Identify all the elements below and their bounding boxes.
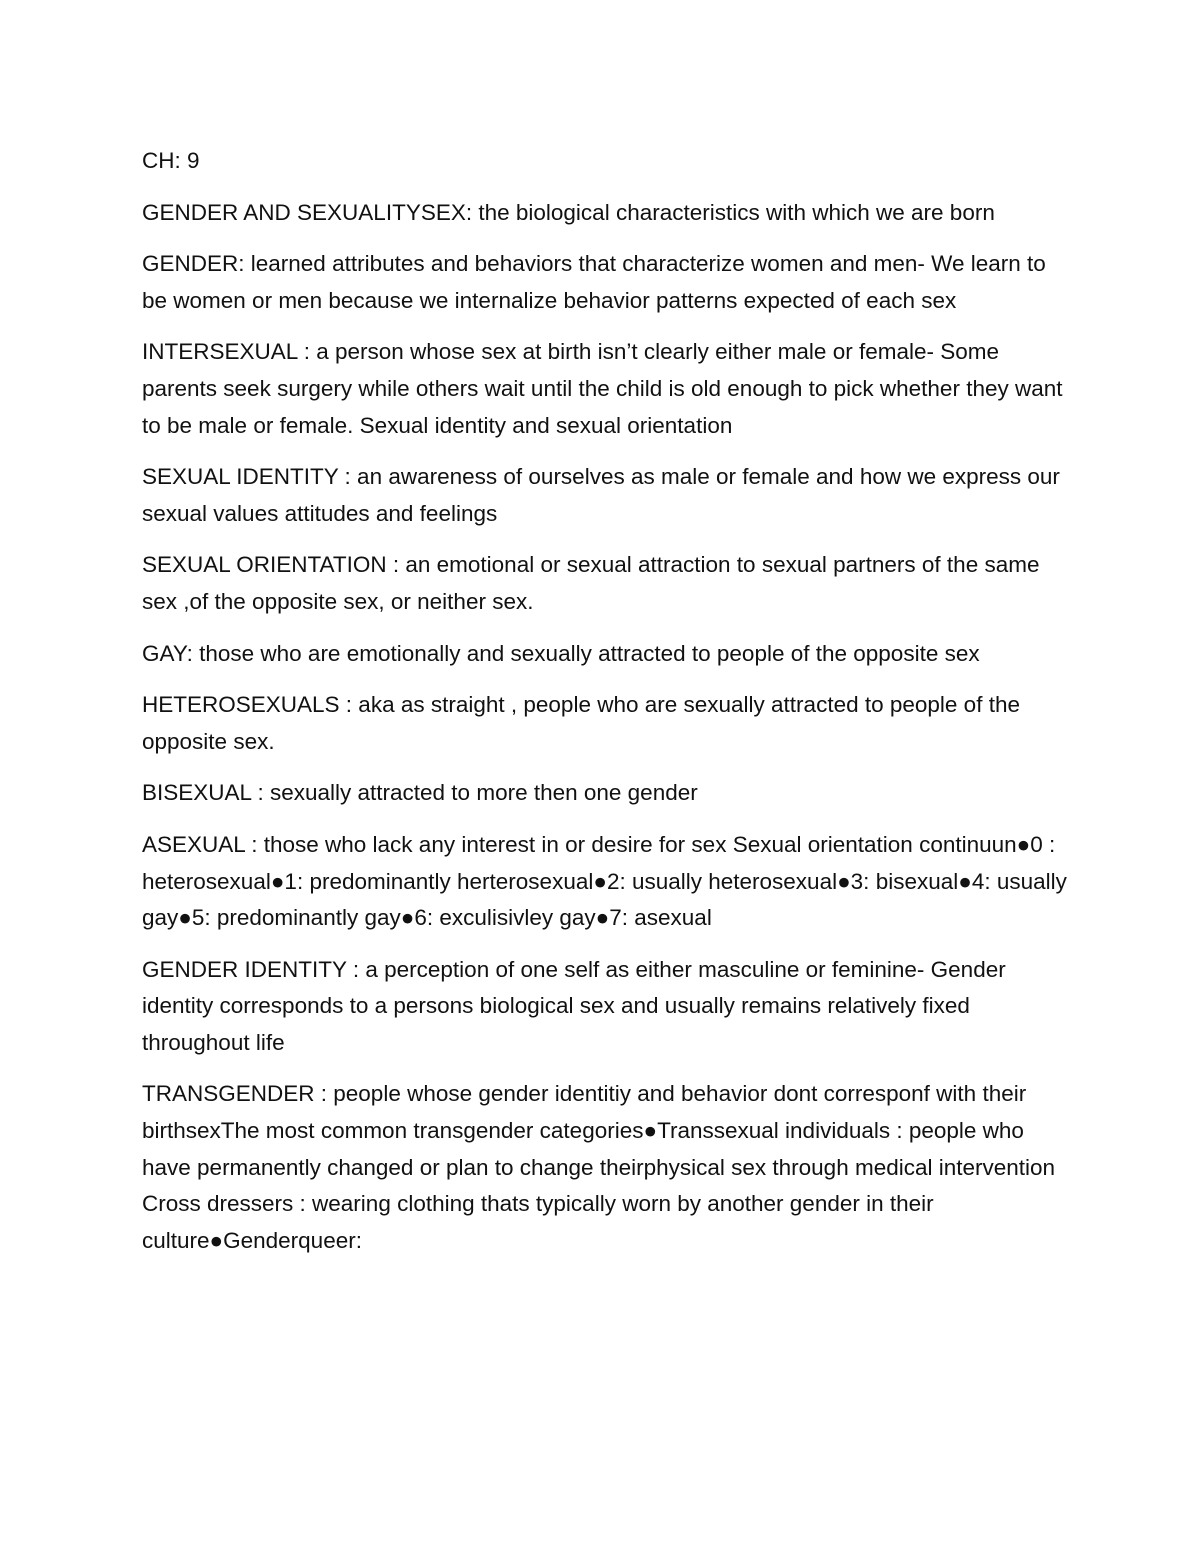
document-body (142, 143, 1072, 1274)
paragraph-sexual-identity: SEXUAL IDENTITY : an awareness of ourselves as male or female and how we express our sexual values attitudes and feelings (142, 464, 1060, 526)
paragraph-bisexual: BISEXUAL : sexually attracted to more then one gender (142, 780, 698, 806)
paragraph-intersexual: INTERSEXUAL : a person whose sex at birth isn’t clearly either male or female- Some parents seek surgery while others wait until the child is old enough to pick whether they want to be male or female. Sexual identity and sexual orientation (142, 339, 1063, 438)
paragraph-gender: GENDER: learned attributes and behaviors that characterize women and men- We learn to be women or men because we internalize behavior patterns expected of each sex (142, 251, 1046, 313)
paragraph-sexual-orientation: SEXUAL ORIENTATION : an emotional or sexual attraction to sexual partners of the same sex ,of the opposite sex, or neither sex. (142, 552, 1040, 614)
chapter-heading: CH: 9 (142, 148, 200, 173)
paragraph-gender-and-sexuality: GENDER AND SEXUALITYSEX: the biological characteristics with which we are born (142, 199, 995, 225)
paragraph-gay: GAY: those who are emotionally and sexually attracted to people of the opposite sex (142, 640, 980, 666)
paragraph-heterosexuals: HETEROSEXUALS : aka as straight , people who are sexually attracted to people of the opposite sex. (142, 692, 1020, 754)
paragraph-gender-identity: GENDER IDENTITY : a perception of one self as either masculine or feminine- Gender identity corresponds to a persons biological sex and usually remains relatively fixed throughout life (142, 956, 1006, 1055)
paragraph-transgender: TRANSGENDER : people whose gender identitiy and behavior dont corresponf with their birthsexThe most common transgender categories●Transsexual individuals : people who have permanently changed or plan to change theirphysical sex through medical intervention Cross dressers : wearing clothing thats typically worn by another gender in their culture●Genderqueer: (142, 1081, 1056, 1253)
paragraph-asexual: ASEXUAL : those who lack any interest in or desire for sex Sexual orientation continuun●0 : heterosexual●1: predominantly herterosexual●2: usually heterosexual●3: bisexual●4: usually gay●5: predominantly gay●6: exculisivley gay●7: asexual (142, 831, 1067, 931)
